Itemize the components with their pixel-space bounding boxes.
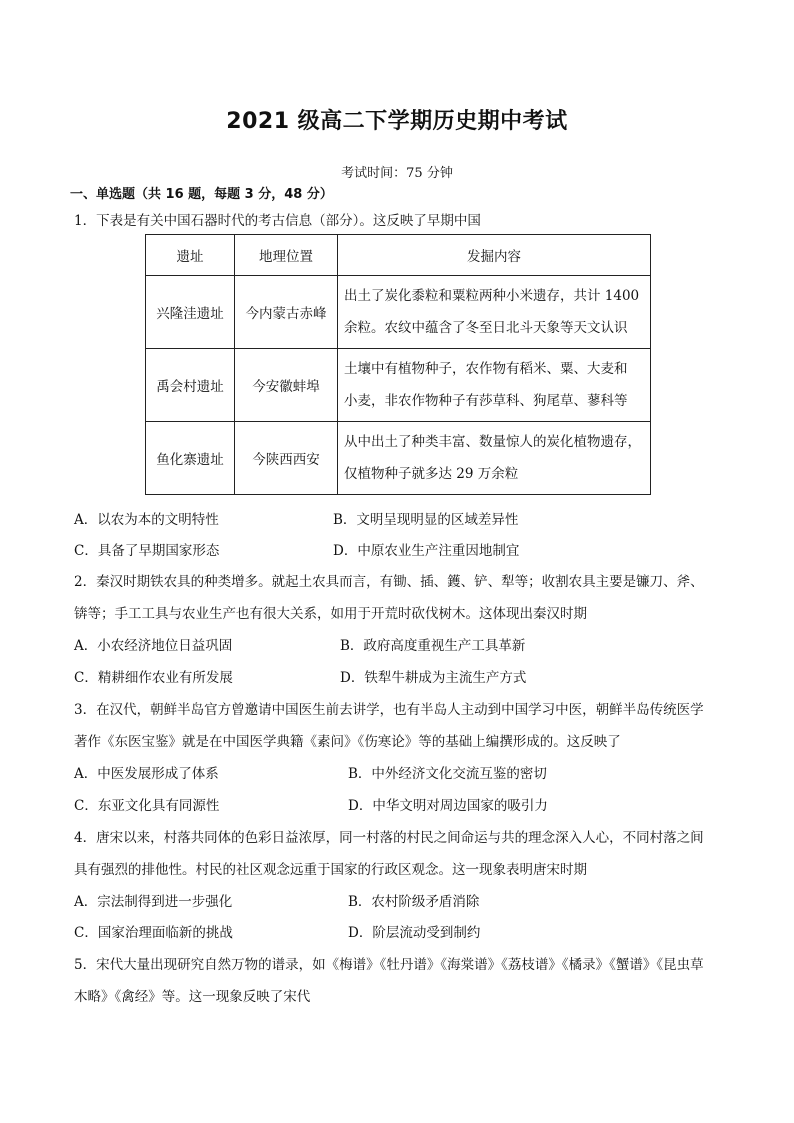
location-cell: 今陕西西安 <box>235 422 338 495</box>
table-row <box>146 276 651 349</box>
content-line: 从中出土了种类丰富、数量惊人的炭化植物遗存， <box>344 434 641 450</box>
q3-option-b: B．中外经济文化交流互鉴的密切 <box>348 766 547 782</box>
table-row <box>146 422 651 495</box>
q1-stem: 1．下表是有关中国石器时代的考古信息（部分）。这反映了早期中国 <box>74 213 481 229</box>
content-line: 仅植物种子就多达 29 万余粒 <box>344 466 519 482</box>
content-line: 余粒。农纹中蕴含了冬至日北斗天象等天文认识 <box>344 320 628 336</box>
exam-title: 2021 级高二下学期历史期中考试 <box>226 109 568 134</box>
q4-stem-line2: 具有强烈的排他性。村民的社区观念远重于国家的行政区观念。这一现象表明唐宋时期 <box>74 862 587 878</box>
site-cell: 鱼化寨遗址 <box>146 422 235 495</box>
table-row <box>146 349 651 422</box>
q1-option-d: D．中原农业生产注重因地制宜 <box>333 543 520 559</box>
q2-option-a: A．小农经济地位日益巩固 <box>74 638 233 654</box>
q4-option-a: A．宗法制得到进一步强化 <box>74 894 233 910</box>
q3-option-a: A．中医发展形成了体系 <box>74 766 219 782</box>
q1-option-c: C．具备了早期国家形态 <box>74 543 220 559</box>
content-line: 小麦，非农作物种子有莎草科、狗尾草、蓼科等 <box>344 393 628 409</box>
q1-option-a: A．以农为本的文明特性 <box>74 512 219 528</box>
q4-option-c: C．国家治理面临新的挑战 <box>74 925 233 941</box>
q3-stem-line2: 著作《东医宝鉴》就是在中国医学典籍《素问》《伤寒论》等的基础上编撰形成的。这反映了 <box>74 734 621 750</box>
q5-stem-line2: 木略》《禽经》等。这一现象反映了宋代 <box>74 989 311 1005</box>
content-line: 土壤中有植物种子，农作物有稻米、粟、大麦和 <box>344 361 628 377</box>
q2-stem-line2: 锛等；手工工具与农业生产也有很大关系，如用于开荒时砍伐树木。这体现出秦汉时期 <box>74 606 587 622</box>
site-cell: 禹会村遗址 <box>146 349 235 422</box>
q1-option-b: B．文明呈现明显的区域差异性 <box>333 512 519 528</box>
q3-option-d: D．中华文明对周边国家的吸引力 <box>348 798 548 814</box>
q4-option-b: B．农村阶级矛盾消除 <box>348 894 480 910</box>
section-heading: 一、单选题（共 16 题，每题 3 分，48 分） <box>70 187 333 202</box>
q2-option-b: B．政府高度重视生产工具革新 <box>340 638 526 654</box>
location-cell: 今安徽蚌埠 <box>235 349 338 422</box>
location-cell: 今内蒙古赤峰 <box>235 276 338 349</box>
q2-option-d: D．铁犁牛耕成为主流生产方式 <box>340 670 527 686</box>
header-site: 遗址 <box>146 235 235 276</box>
content-line: 出土了炭化黍粒和粟粒两种小米遗存，共计 1400 <box>344 288 640 304</box>
q2-stem-line1: 2．秦汉时期铁农具的种类增多。就起土农具而言，有锄、插、鑊、铲、犁等；收割农具主要是镰刀、斧、 <box>74 574 704 590</box>
q3-option-c: C．东亚文化具有同源性 <box>74 798 220 814</box>
exam-time: 考试时间：75 分钟 <box>341 166 453 181</box>
q2-option-c: C．精耕细作农业有所发展 <box>74 670 233 686</box>
q4-stem-line1: 4．唐宋以来，村落共同体的色彩日益浓厚，同一村落的村民之间命运与共的理念深入人心，不同村落之间 <box>74 830 704 846</box>
header-location: 地理位置 <box>235 235 338 276</box>
site-cell: 兴隆洼遗址 <box>146 276 235 349</box>
q4-option-d: D．阶层流动受到制约 <box>348 925 481 941</box>
content-cell <box>338 276 651 349</box>
content-cell <box>338 349 651 422</box>
table-header-row <box>146 235 651 276</box>
q5-stem-line1: 5．宋代大量出现研究自然万物的谱录，如《梅谱》《牡丹谱》《海棠谱》《荔枝谱》《橘录》《蟹谱》《昆虫草 <box>74 957 704 973</box>
content-cell <box>338 422 651 495</box>
archaeology-table <box>145 234 651 495</box>
q3-stem-line1: 3．在汉代，朝鲜半岛官方曾邀请中国医生前去讲学，也有半岛人主动到中国学习中医，朝鲜半岛传统医学 <box>74 702 704 718</box>
header-content: 发掘内容 <box>338 235 651 276</box>
